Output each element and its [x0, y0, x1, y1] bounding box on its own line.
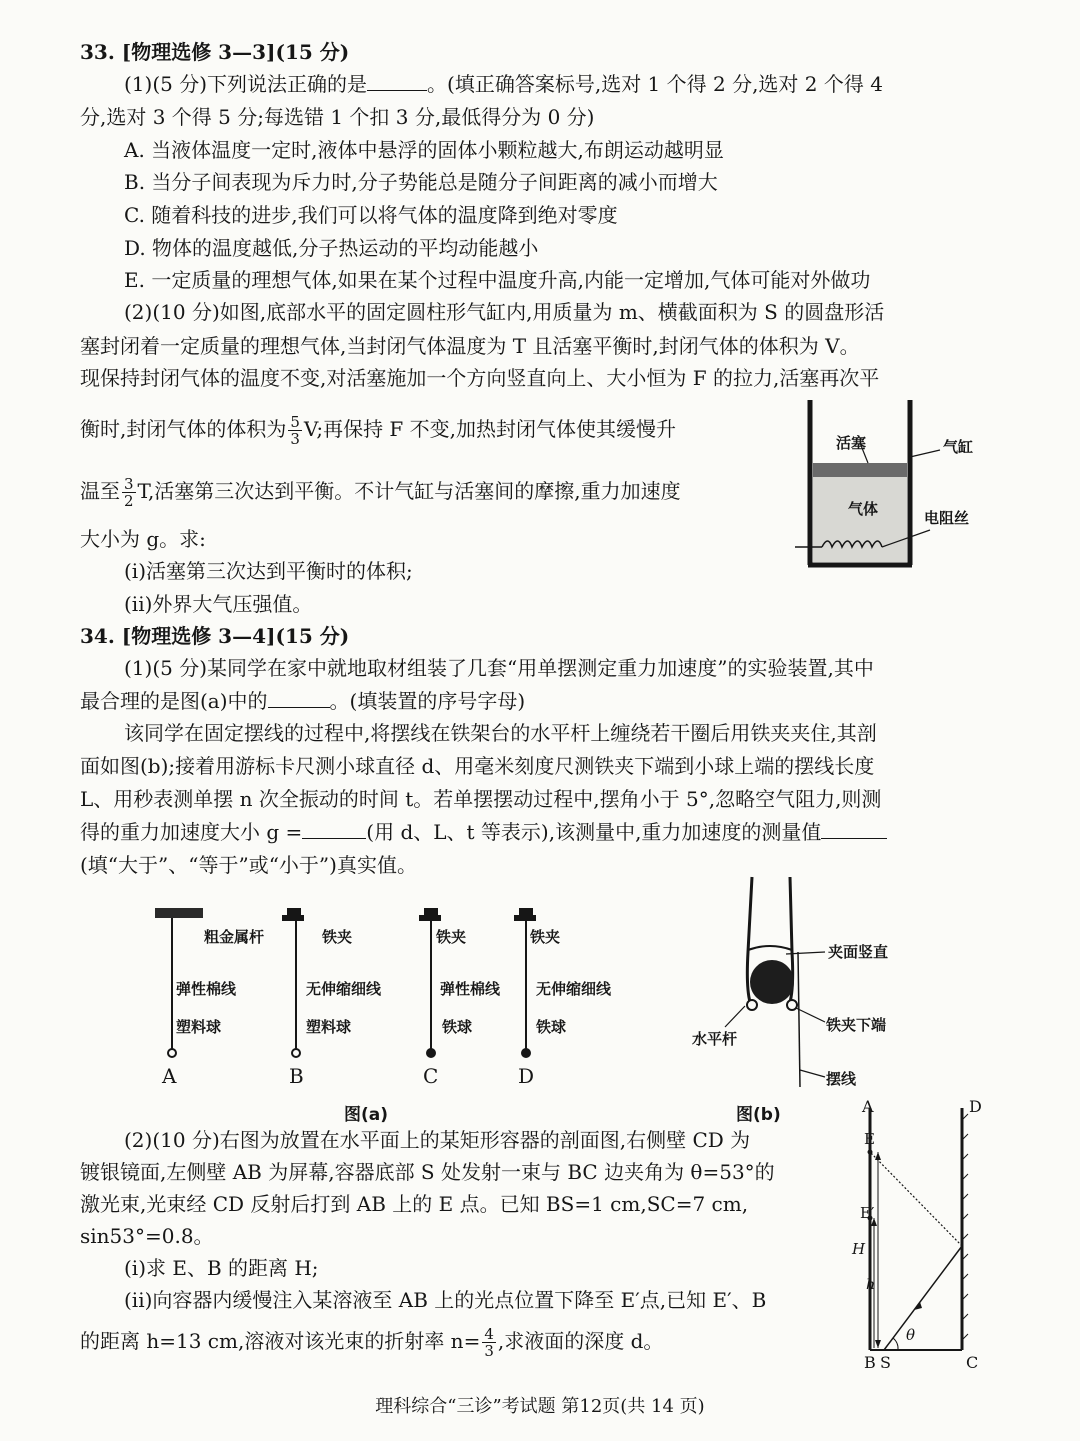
text: 温至 — [80, 479, 120, 503]
frac-num: 4 — [484, 1325, 494, 1343]
clamp-b — [287, 908, 301, 916]
fraction-4-3 — [482, 1326, 496, 1359]
clamp-b-base — [282, 915, 304, 921]
label-gas: 气体 — [848, 500, 879, 518]
clamp-c-base — [419, 915, 441, 921]
label-point-e: E — [864, 1130, 875, 1148]
clamp-d — [519, 908, 533, 916]
answer-blank-g — [302, 818, 366, 839]
label-b-line: 无伸缩细线 — [306, 980, 382, 998]
q33-part2-line5 — [80, 476, 681, 509]
text: 得的重力加速度大小 g = — [80, 820, 303, 844]
ball-a — [168, 1049, 176, 1057]
option-c: C. 随着科技的进步,我们可以将气体的温度降到绝对零度 — [124, 203, 618, 227]
q33-part2-line4 — [80, 414, 676, 447]
fraction-3-2 — [122, 476, 136, 509]
frac-den: 2 — [124, 492, 134, 510]
leader-string — [800, 1070, 825, 1077]
q34-part1-line6 — [80, 818, 887, 846]
label-d-line: 无伸缩细线 — [536, 980, 612, 998]
label-h-small: h — [866, 1277, 876, 1293]
gas-region — [813, 477, 907, 562]
frac-den: 3 — [290, 430, 300, 448]
label-b-ball: 塑料球 — [306, 1018, 352, 1036]
text: 。(填装置的序号字母) — [329, 689, 526, 713]
point-e — [868, 1150, 873, 1155]
q34-part1-line2 — [80, 687, 525, 715]
q33-part1-line1 — [124, 70, 883, 98]
metal-rod — [155, 908, 203, 918]
option-a: A. 当液体温度一定时,液体中悬浮的固体小颗粒越大,布朗运动越明显 — [124, 138, 724, 162]
answer-blank — [367, 70, 427, 91]
clamp-c — [424, 908, 438, 916]
answer-blank — [268, 687, 330, 708]
q33-part1-text: (1)(5 分)下列说法正确的是 — [124, 72, 368, 96]
piston — [813, 463, 907, 477]
label-clamp-bottom: 铁夹下端 — [826, 1016, 887, 1034]
q34-part1-line3: 该同学在固定摆线的过程中,将摆线在铁架台的水平杆上缠绕若干圈后用铁夹夹住,其剖 — [124, 721, 877, 745]
text: V;再保持 F 不变,加热封闭气体使其缓慢升 — [303, 417, 677, 441]
label-theta: θ — [906, 1326, 916, 1344]
clamp-d-base — [514, 915, 536, 921]
label-b-letter: B — [289, 1064, 304, 1088]
label-point-e-prime: E′ — [860, 1204, 875, 1222]
label-d-ball: 铁球 — [536, 1018, 567, 1036]
page-footer: 理科综合“三诊”考试题 第12页(共 14 页) — [375, 1396, 705, 1417]
frac-num: 5 — [290, 413, 300, 431]
leader-clamp-bottom — [796, 1008, 825, 1022]
figure-b — [690, 872, 920, 1092]
horizontal-rod-section — [750, 960, 794, 1004]
clamp-tip-right — [787, 1000, 797, 1010]
q33-part2-line6: 大小为 g。求: — [80, 527, 206, 551]
clamp-face — [748, 946, 792, 950]
q34-part1-line5: L、用秒表测单摆 n 次全振动的时间 t。若单摆摆动过程中,摆角小于 5°,忽略空气阻力,则测 — [80, 787, 882, 811]
q34-part2-last — [80, 1326, 663, 1359]
label-string: 摆线 — [826, 1070, 857, 1088]
answer-blank-compare — [821, 818, 887, 839]
q34-part2-line1: (2)(10 分)右图为放置在水平面上的某矩形容器的剖面图,右侧壁 CD 为 — [124, 1128, 751, 1152]
q33-part1-line2: 分,选对 3 个得 5 分;每选错 1 个扣 3 分,最低得分为 0 分) — [80, 105, 595, 129]
ball-c — [427, 1049, 435, 1057]
q33-part2-line3: 现保持封闭气体的温度不变,对活塞施加一个方向竖直向上、大小恒为 F 的拉力,活塞再次平 — [80, 366, 880, 390]
q34-sub-ii: (ii)向容器内缓慢注入某溶液至 AB 上的光点位置下降至 E′点,已知 E′、B — [124, 1288, 767, 1312]
q34-part2-line2: 镀银镜面,左侧壁 AB 为屏幕,容器底部 S 处发射一束与 BC 边夹角为 θ=53°的 — [80, 1160, 775, 1184]
option-e: E. 一定质量的理想气体,如果在某个过程中温度升高,内能一定增加,气体可能对外做功 — [124, 268, 871, 292]
frac-num: 3 — [124, 475, 134, 493]
label-wire: 电阻丝 — [924, 509, 970, 527]
q33-title: 33. [物理选修 3—3](15 分) — [80, 40, 350, 64]
label-rod: 水平杆 — [692, 1030, 738, 1048]
label-a-top: 粗金属杆 — [204, 928, 265, 946]
ball-d — [522, 1049, 530, 1057]
text: T,活塞第三次达到平衡。不计气缸与活塞间的摩擦,重力加速度 — [137, 479, 681, 503]
text: 衡时,封闭气体的体积为 — [80, 417, 287, 441]
label-d-top: 铁夹 — [530, 928, 561, 946]
label-point-s: S — [880, 1353, 891, 1372]
q33-part1-rule: 。(填正确答案标号,选对 1 个得 2 分,选对 2 个得 4 — [427, 72, 883, 96]
angle-arc — [893, 1338, 898, 1350]
figure-b-caption: 图(b) — [736, 1105, 781, 1125]
label-point-d: D — [969, 1097, 982, 1116]
q33-part2-line1: (2)(10 分)如图,底部水平的固定圆柱形气缸内,用质量为 m、横截面积为 S 的圆盘形活 — [124, 300, 885, 324]
label-b-top: 铁夹 — [322, 928, 353, 946]
option-b: B. 当分子间表现为斥力时,分子势能总是随分子间距离的减小而增大 — [124, 170, 718, 194]
text: 最合理的是图(a)中的 — [80, 689, 268, 713]
laser-beam — [884, 1246, 962, 1350]
q33-sub-ii: (ii)外界大气压强值。 — [124, 592, 313, 616]
label-point-a: A — [862, 1097, 874, 1116]
label-c-line: 弹性棉线 — [440, 980, 501, 998]
clamp-tip-left — [747, 1000, 757, 1010]
cylinder-leader — [910, 450, 940, 457]
label-c-ball: 铁球 — [442, 1018, 473, 1036]
cylinder-figure — [790, 395, 990, 575]
q34-part2-line3: 激光束,光束经 CD 反射后打到 AB 上的 E 点。已知 BS=1 cm,SC=7 cm, — [80, 1192, 749, 1216]
label-clamp-face: 夹面竖直 — [828, 943, 889, 961]
label-point-c: C — [966, 1353, 979, 1372]
pendulum-string — [798, 952, 800, 1087]
label-piston: 活塞 — [836, 434, 867, 452]
q33-sub-i: (i)活塞第三次达到平衡时的体积; — [124, 559, 413, 583]
ball-b — [292, 1049, 300, 1057]
label-a-letter: A — [162, 1064, 177, 1088]
q34-title: 34. [物理选修 3—4](15 分) — [80, 624, 350, 648]
q34-part2-line4: sin53°=0.8。 — [80, 1224, 214, 1248]
q34-part1-line1: (1)(5 分)某同学在家中就地取材组装了几套“用单摆测定重力加速度”的实验装置,其中 — [124, 656, 874, 680]
label-d-letter: D — [518, 1064, 535, 1088]
text: ,求液面的深度 d。 — [497, 1329, 664, 1353]
reflected-beam — [870, 1152, 962, 1246]
label-point-b: B — [864, 1353, 876, 1372]
figure-a-caption: 图(a) — [344, 1105, 389, 1125]
label-c-letter: C — [423, 1064, 439, 1088]
frac-den: 3 — [484, 1342, 494, 1360]
label-a-ball: 塑料球 — [176, 1018, 222, 1036]
label-c-top: 铁夹 — [436, 928, 467, 946]
q34-part1-line4: 面如图(b);接着用游标卡尺测小球直径 d、用毫米刻度尺测铁夹下端到小球上端的摆线长度 — [80, 754, 875, 778]
q34-part1-line7: (填“大于”、“等于”或“小于”)真实值。 — [80, 853, 417, 877]
text: 的距离 h=13 cm,溶液对该光束的折射率 n= — [80, 1329, 481, 1353]
q33-part2-line2: 塞封闭着一定质量的理想气体,当封闭气体温度为 T 且活塞平衡时,封闭气体的体积为 V。 — [80, 334, 860, 358]
label-a-line: 弹性棉线 — [176, 980, 237, 998]
q34-sub-i: (i)求 E、B 的距离 H; — [124, 1256, 319, 1280]
leader-rod — [725, 1006, 745, 1027]
text: (用 d、L、t 等表示),该测量中,重力加速度的测量值 — [366, 820, 822, 844]
label-h-big: H — [852, 1240, 866, 1258]
fraction-5-3 — [288, 414, 302, 447]
beam-arrow — [914, 1302, 922, 1310]
option-d: D. 物体的温度越低,分子热运动的平均动能越小 — [124, 236, 539, 260]
label-cylinder: 气缸 — [943, 438, 974, 456]
